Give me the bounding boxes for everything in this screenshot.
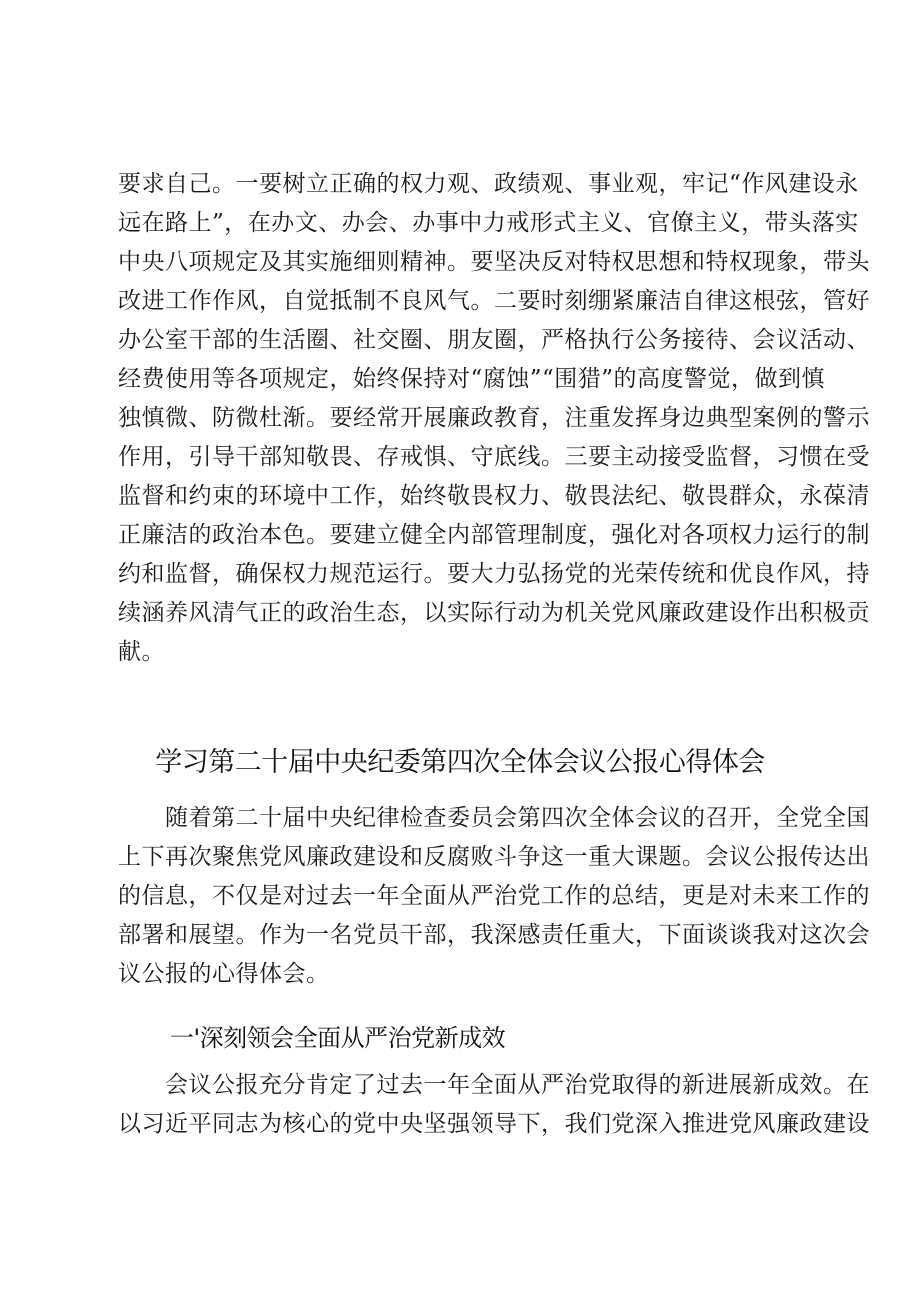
- text-line: 约和监督，确保权力规范运行。要大力弘扬党的光荣传统和优良作风，持: [118, 561, 870, 587]
- intro-paragraph: [118, 799, 870, 994]
- text-line: 以习近平同志为核心的党中央坚强领导下，我们党深入推进党风廉政建设: [118, 1111, 870, 1137]
- text-line: 献。: [118, 639, 165, 665]
- text-line: 独慎微、防微杜渐。要经常开展廉政教育，注重发挥身边典型案例的警示: [118, 405, 870, 431]
- text-line: 的信息，不仅是对过去一年全面从严治党工作的总结，更是对未来工作的: [118, 883, 870, 909]
- text-line: 议公报的心得体会。: [118, 961, 330, 987]
- text-line: 中央八项规定及其实施细则精神。要坚决反对特权思想和特权现象，带头: [118, 249, 870, 275]
- text-line: 改进工作作风，自觉抵制不良风气。二要时刻绷紧廉洁自律这根弦，管好: [118, 288, 870, 314]
- text-line: 监督和约束的环境中工作，始终敬畏权力、敬畏法纪、敬畏群众，永葆清: [118, 483, 870, 509]
- text-line: 办公室干部的生活圈、社交圈、朋友圈，严格执行公务接待、会议活动、: [118, 327, 870, 353]
- text-line: 要求自己。一要树立正确的权力观、政绩观、事业观，牢记“作风建设永: [118, 171, 859, 197]
- text-line: 部署和展望。作为一名党员干部，我深感责任重大，下面谈谈我对这次会: [118, 922, 870, 948]
- text-line: 经费使用等各项规定，始终保持对“腐蚀”“围猎”的高度警觉，做到慎: [118, 366, 826, 392]
- text-line: 续涵养风清气正的政治生态，以实际行动为机关党风廉政建设作出积极贡: [118, 600, 870, 626]
- text-line: 正廉洁的政治本色。要建立健全内部管理制度，强化对各项权力运行的制: [118, 522, 870, 548]
- text-line: 随着第二十届中央纪律检查委员会第四次全体会议的召开，全党全国: [118, 805, 870, 831]
- text-line: 上下再次聚焦党风廉政建设和反腐败斗争这一重大课题。会议公报传达出: [118, 844, 870, 870]
- text-line: 作用，引导干部知敬畏、存戒惧、守底线。三要主动接受监督，习惯在受: [118, 444, 870, 470]
- article-title: 学习第二十届中央纪委第四次全体会议公报心得体会: [155, 747, 765, 778]
- section-paragraph: [118, 1066, 870, 1144]
- paragraph-continued: [118, 165, 870, 672]
- text-line: 会议公报充分肯定了过去一年全面从严治党取得的新进展新成效。在: [118, 1072, 870, 1098]
- section-heading: 一'深刻领会全面从严治党新成效: [170, 1024, 506, 1052]
- text-line: 远在路上”，在办文、办会、办事中力戒形式主义、官僚主义，带头落实: [118, 210, 859, 236]
